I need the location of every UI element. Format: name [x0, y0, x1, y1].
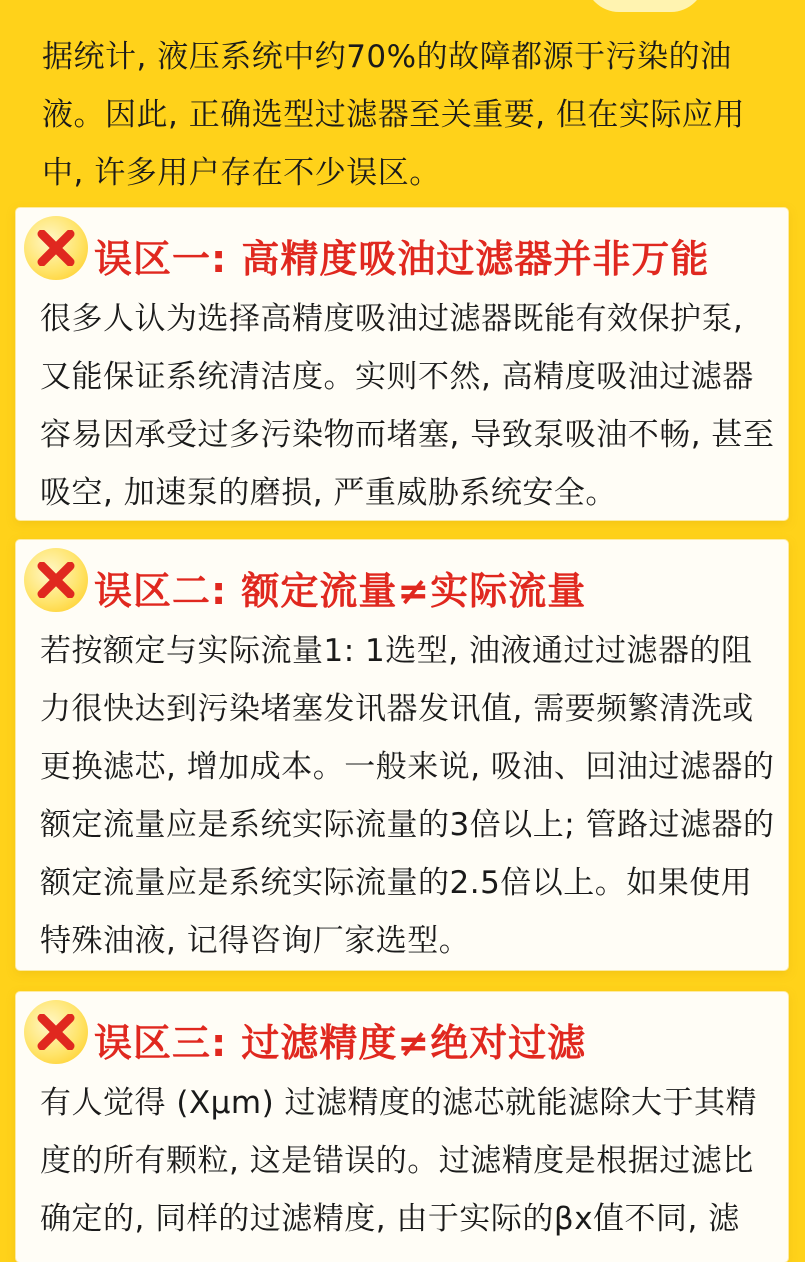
section-body: 很多人认为选择高精度吸油过滤器既能有效保护泵, 又能保证系统清洁度。实则不然, 高精度吸油过滤器容易因承受过多污染物而堵塞, 导致泵吸油不畅, 甚至吸空, 加速泵的磨损, 严重威胁系统安全。: [40, 301, 775, 511]
section-title: 误区二: 额定流量≠实际流量: [94, 569, 587, 613]
intro-paragraph: 据统计, 液压系统中约70%的故障都源于污染的油液。因此, 正确选型过滤器至关重要, 但在实际应用中, 许多用户存在不少误区。: [42, 39, 745, 191]
section-card-1: [16, 208, 788, 520]
section-title: 误区三: 过滤精度≠绝对过滤: [94, 1021, 587, 1065]
section-card-2: [16, 540, 788, 970]
section-title: 误区一: 高精度吸油过滤器并非万能: [94, 237, 710, 281]
decorative-top-shape: [585, 0, 705, 12]
section-card-3: [16, 992, 788, 1262]
section-body: 若按额定与实际流量1: 1选型, 油液通过过滤器的阻力很快达到污染堵塞发讯器发讯值, 需要频繁清洗或更换滤芯, 增加成本。一般来说, 吸油、回油过滤器的额定流量应是系统实际流量的3倍以上; 管路过滤器的额定流量应是系统实际流量的2.5倍以上。如果使用特殊油液, 记得咨询厂家选型。: [40, 633, 775, 959]
x-mark-icon: [24, 1000, 88, 1064]
x-mark-icon: [24, 548, 88, 612]
section-body: 有人觉得 (Xμm) 过滤精度的滤芯就能滤除大于其精度的所有颗粒, 这是错误的。过滤精度是根据过滤比确定的, 同样的过滤精度, 由于实际的βx值不同, 滤: [40, 1085, 758, 1237]
x-mark-icon: [24, 216, 88, 280]
